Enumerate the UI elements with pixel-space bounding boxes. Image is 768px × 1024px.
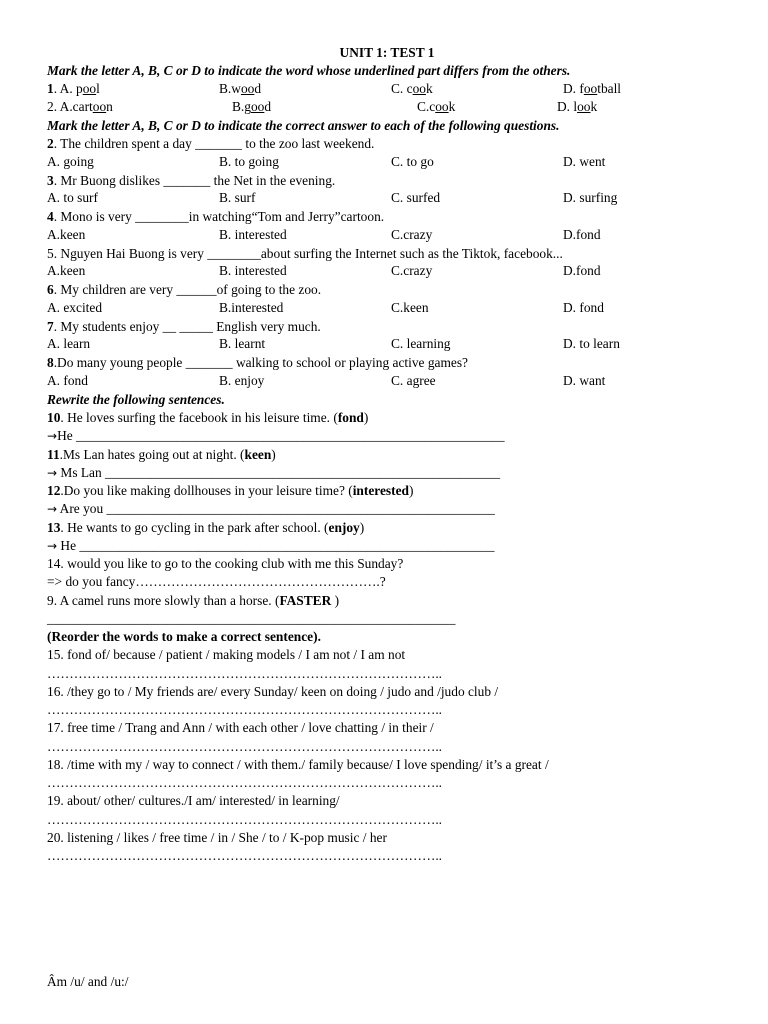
- rewrite-prompt: 11.Ms Lan hates going out at night. (keen): [47, 446, 276, 462]
- answer-options: [47, 263, 727, 281]
- reorder-prompt: 20. listening / likes / free time / in / She / to / K-pop music / her: [47, 829, 387, 845]
- arrow-right-icon: →: [47, 429, 58, 444]
- q2p-option-c: C.cook: [417, 98, 456, 114]
- option-a: A. to surf: [47, 190, 98, 205]
- reorder-prompt: 19. about/ other/ cultures./I am/ interested/ in learning/: [47, 793, 340, 809]
- mcq-instruction: Mark the letter A, B, C or D to indicate the correct answer to each of the following questions.: [47, 118, 560, 133]
- rewrite-prompt: 12.Do you like making dollhouses in your leisure time? (interested): [47, 483, 414, 498]
- question-2-pron-row: [47, 99, 727, 117]
- q1-option-c: C. cook: [391, 80, 433, 96]
- option-d: D.fond: [563, 263, 601, 278]
- q2p-option-a: 2. A.cartoon: [47, 98, 113, 114]
- rewrite-instruction: Rewrite the following sentences.: [47, 391, 225, 407]
- answer-options: [47, 300, 727, 318]
- q1-option-d: D. football: [563, 80, 622, 96]
- q14-answer-line[interactable]: => do you fancy……………………………………………….?: [47, 574, 386, 590]
- reorder-prompt: 17. free time / Trang and Ann / with each other / love chatting / in their /: [47, 720, 434, 736]
- q14-prompt: 14. would you like to go to the cooking club with me this Sunday?: [47, 556, 404, 571]
- q2p-option-d: D. look: [557, 98, 598, 114]
- q9-answer-line[interactable]: _____________________________________________________________: [47, 610, 456, 626]
- option-c: C. learning: [391, 336, 451, 351]
- option-b: B. to going: [219, 153, 279, 169]
- question-stem: 5. Nguyen Hai Buong is very ________about surfing the Internet such as the Tiktok, facebook...: [47, 245, 563, 261]
- reorder-prompt: 16. /they go to / My friends are/ every Sunday/ keen on doing / judo and /judo club /: [47, 683, 499, 699]
- rewrite-answer-line[interactable]: → Ms Lan ___________________________________________________________: [47, 464, 501, 480]
- answer-options: [47, 154, 727, 172]
- question-stem: 2. The children spent a day _______ to the zoo last weekend.: [47, 136, 375, 152]
- page-title: UNIT 1: TEST 1: [339, 45, 435, 60]
- option-d: D. to learn: [563, 336, 620, 351]
- question-1-row: [47, 81, 727, 99]
- option-c: C.crazy: [391, 263, 433, 278]
- q1-option-a: 1. A. pool: [47, 80, 100, 96]
- option-a: A. going: [47, 153, 94, 169]
- reorder-answer-line[interactable]: ……………………………………………………………………………..: [47, 665, 443, 681]
- page-footer: Âm /u/ and /u:/: [47, 974, 129, 989]
- q2p-option-b: B.good: [232, 98, 272, 114]
- question-stem: 6. My children are very ______of going to the zoo.: [47, 282, 322, 298]
- arrow-right-icon: →: [47, 465, 58, 480]
- reorder-answer-line[interactable]: ……………………………………………………………………………..: [47, 775, 443, 790]
- option-c: C. agree: [391, 372, 436, 388]
- answer-options: [47, 190, 727, 208]
- option-d: D.fond: [563, 226, 601, 242]
- option-a: A.keen: [47, 263, 86, 278]
- rewrite-answer-line[interactable]: →He ________________________________________________________________: [47, 428, 505, 444]
- reorder-prompt: 15. fond of/ because / patient / making models / I am not / I am not: [47, 647, 406, 663]
- option-c: C.crazy: [391, 226, 433, 242]
- question-stem: 3. Mr Buong dislikes _______ the Net in the evening.: [47, 172, 336, 188]
- option-b: B. learnt: [219, 336, 266, 351]
- option-a: A.keen: [47, 226, 86, 242]
- rewrite-prompt: 13. He wants to go cycling in the park after school. (enjoy): [47, 519, 365, 535]
- rewrite-answer-line[interactable]: → Are you __________________________________________________________: [47, 501, 495, 517]
- option-b: B. interested: [219, 263, 287, 278]
- option-c: C.keen: [391, 299, 429, 315]
- arrow-right-icon: →: [47, 502, 58, 517]
- option-a: A. excited: [47, 299, 103, 315]
- q9-prompt: 9. A camel runs more slowly than a horse. (FASTER ): [47, 592, 340, 608]
- reorder-instruction: (Reorder the words to make a correct sentence).: [47, 629, 321, 644]
- option-c: C. to go: [391, 153, 434, 169]
- reorder-answer-line[interactable]: ……………………………………………………………………………..: [47, 848, 443, 863]
- reorder-answer-line[interactable]: ……………………………………………………………………………..: [47, 811, 443, 827]
- option-c: C. surfed: [391, 190, 441, 205]
- reorder-answer-line[interactable]: ……………………………………………………………………………..: [47, 702, 443, 717]
- option-b: B. surf: [219, 190, 256, 205]
- question-stem: 4. Mono is very ________in watching“Tom and Jerry”cartoon.: [47, 209, 385, 225]
- option-b: B.interested: [219, 299, 284, 315]
- option-a: A. learn: [47, 336, 91, 351]
- answer-options: [47, 227, 727, 245]
- option-d: D. went: [563, 153, 606, 169]
- q1-option-b: B.wood: [219, 80, 262, 96]
- option-d: D. fond: [563, 299, 604, 315]
- answer-options: [47, 336, 727, 354]
- rewrite-answer-line[interactable]: → He ______________________________________________________________: [47, 537, 495, 553]
- option-d: D. surfing: [563, 190, 618, 205]
- reorder-prompt: 18. /time with my / way to connect / with them./ family because/ I love spending/ it’s a great /: [47, 756, 549, 772]
- answer-options: [47, 373, 727, 391]
- arrow-right-icon: →: [47, 538, 58, 553]
- option-b: B. enjoy: [219, 372, 265, 388]
- option-b: B. interested: [219, 226, 287, 242]
- worksheet: [47, 44, 727, 865]
- option-d: D. want: [563, 372, 606, 388]
- question-stem: 7. My students enjoy __ _____ English very much.: [47, 318, 321, 334]
- pronunciation-instruction: Mark the letter A, B, C or D to indicate the word whose underlined part differs from the others.: [47, 63, 571, 79]
- option-a: A. fond: [47, 372, 88, 388]
- question-stem: 8.Do many young people _______ walking to school or playing active games?: [47, 355, 468, 371]
- rewrite-prompt: 10. He loves surfing the facebook in his leisure time. (fond): [47, 410, 369, 425]
- reorder-answer-line[interactable]: ……………………………………………………………………………..: [47, 738, 443, 754]
